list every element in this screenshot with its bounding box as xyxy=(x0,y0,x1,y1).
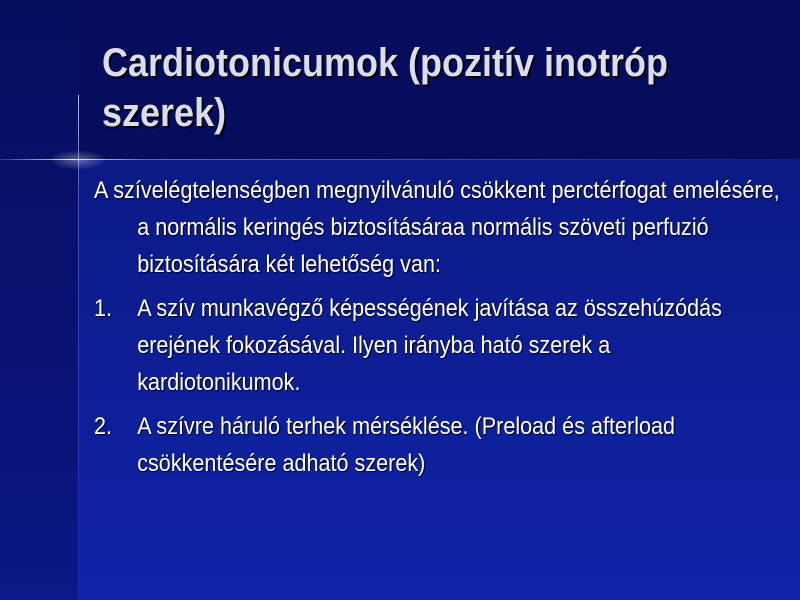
list-item-number: 2. xyxy=(94,413,113,440)
list-item-number: 1. xyxy=(94,295,113,322)
list-item-text: A szívre háruló terhek mérséklése. (Preload és afterload csökkentésére adható szerek) xyxy=(137,413,676,477)
vertical-divider-line xyxy=(78,95,79,600)
horizontal-divider-line xyxy=(0,159,800,160)
list-item xyxy=(94,408,742,482)
list-item-text: A szív munkavégző képességének javítása az összehúzódás erejének fokozásával. Ilyen irányba ható szerek a kardiotonikumok. xyxy=(137,295,722,396)
list-item xyxy=(94,290,742,401)
left-decorative-band xyxy=(0,0,78,600)
line-intersection-glow xyxy=(48,150,108,170)
intro-paragraph: A szívelégtelenségben megnyilvánuló csökkent perctérfogat emelésére, a normális keringés biztosításáraa normális szöveti perfuzió biztosítására két lehetőség van: xyxy=(94,177,780,278)
slide-title: Cardiotonicumok (pozitív inotróp szerek) xyxy=(102,41,668,135)
slide-body xyxy=(94,172,794,489)
